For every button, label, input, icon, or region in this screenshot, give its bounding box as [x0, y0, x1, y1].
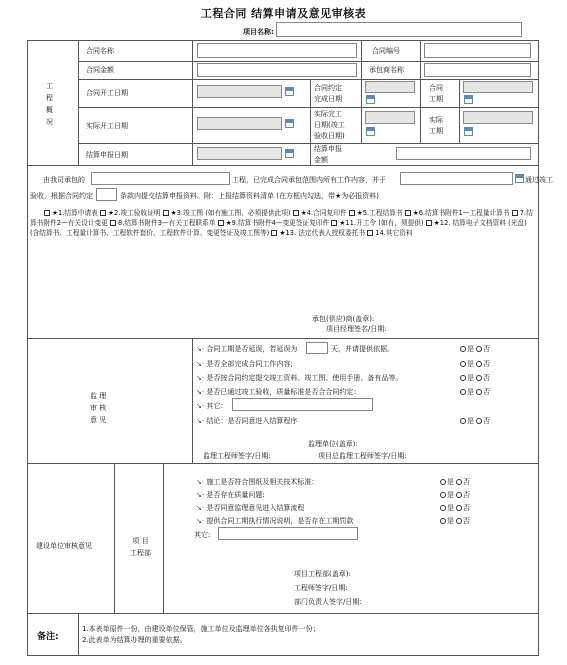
calendar-icon[interactable] [366, 127, 375, 136]
contract-period-input[interactable] [463, 81, 533, 93]
checkbox[interactable] [405, 210, 411, 216]
checkbox[interactable] [293, 210, 299, 216]
declaration-text-1: 由我司承包的 [43, 176, 85, 184]
actual-start-label: 实际开工日期 [86, 122, 128, 130]
yes-no-radio[interactable]: 是 否 [438, 517, 470, 525]
checkbox[interactable] [331, 220, 337, 226]
supervisor-sign-label: 监理工程师签字/日期: [203, 452, 271, 460]
project-name-label: 项目名称: [243, 28, 274, 36]
contract-start-label: 合同开工日期 [86, 89, 128, 97]
supervision-item-6: ↘· 结论：是否同意进入结算程序 [196, 417, 298, 425]
actual-start-input[interactable] [197, 117, 282, 130]
notes-label: 备注: [37, 632, 59, 642]
attachment-checklist: ★1.结算申请表 ★2.竣工验收证明 ★3.竣工图 (如有施工图，必须提供此项) ★4.合同复印件 ★5.工程结算书 ★6.结算书附件1—工程量计算书 7.结算书附件2—有关设计变更 8.结算书附件3—有关工程联系单 ★9.结算书附件4—变更签证复印件 ★11.开工令 (如有，须提供) ★12. 结算电子文档资料 (光盘) (含结算书、工程量计算书、工程软件套价、工程软件计算、变更签证及竣工图等) ★13. 法定代表人授权委托书 14.其它资料 [30, 209, 533, 237]
agreed-finish-input[interactable] [365, 81, 415, 93]
owner-item-1: ↘· 施工是否符合图纸及相关技术标准： [196, 478, 319, 486]
declaration-text-5: 条款内提交结算申报资料。附：上报结算资料清单 (在方框内勾选，带★为必报资料) [120, 192, 379, 200]
contract-start-input[interactable] [197, 85, 282, 98]
pm-sign-label: 项目经理签名/日期: [326, 325, 387, 333]
owner-section-label: 建设单位审核意见 [36, 542, 92, 550]
contract-name-input[interactable] [197, 43, 357, 58]
page-title: 工程合同 结算申请及意见审核表 [200, 7, 367, 20]
owner-item-2: ↘· 是否存在质量问题: [196, 491, 265, 499]
contract-amount-input[interactable] [197, 63, 357, 77]
clause-input[interactable] [96, 188, 117, 201]
yes-no-radio[interactable]: 是 否 [458, 388, 490, 396]
settle-date-input[interactable] [197, 147, 282, 160]
checkbox[interactable] [512, 210, 518, 216]
contractor-name-label: 承包商名称 [369, 66, 404, 74]
calendar-icon[interactable] [285, 119, 294, 128]
yes-no-radio[interactable]: 是 否 [458, 374, 490, 382]
calendar-icon[interactable] [464, 127, 473, 136]
owner-seal-label: 项目工程部(盖章): [294, 570, 351, 578]
actual-finish-label: 实际完工 日期(竣工 验收日期) [314, 110, 345, 140]
actual-period-input[interactable] [463, 111, 533, 124]
owner-other-input[interactable] [218, 527, 358, 540]
project-name-input[interactable] [276, 22, 522, 37]
yes-no-radio[interactable]: 是 否 [458, 345, 490, 353]
checkbox[interactable] [426, 220, 432, 226]
yes-no-radio[interactable]: 是 否 [438, 491, 470, 499]
contract-no-label: 合同编号 [372, 47, 400, 55]
declaration-text-3: 通过竣工 [525, 176, 553, 184]
supervision-other-input[interactable] [232, 398, 373, 411]
yes-no-radio[interactable]: 是 否 [458, 417, 490, 425]
yes-no-radio[interactable]: 是 否 [458, 360, 490, 368]
agreed-finish-label: 合同约定 完成日期 [314, 84, 342, 103]
supervision-item-4: ↘· 是否已通过竣工验收，质量标准是否合合同约定： [196, 388, 361, 396]
contractor-seal-label: 承包(供应)商(盖章): [312, 315, 375, 323]
owner-dept-label: 项 目 工程部 [130, 537, 151, 557]
dept-head-sign-label: 部门负责人签字/日期: [294, 598, 362, 606]
contract-amount-label: 合同金额 [86, 66, 114, 74]
settle-amount-input[interactable] [396, 147, 531, 160]
overview-section-label: 工 程 概 况 [46, 82, 53, 126]
declaration-text-2: 工程，已完成合同承包范围内所有工作内容，并于 [232, 176, 386, 184]
checkbox[interactable] [218, 220, 224, 226]
delay-suffix: 天，并请提供依据。 [331, 345, 394, 353]
project-input[interactable] [91, 172, 230, 185]
acceptance-date-input[interactable] [400, 172, 513, 185]
calendar-icon[interactable] [285, 87, 294, 96]
supervision-item-1: ↘· 合同工期是否延误，若延误为 [196, 345, 298, 353]
checkbox[interactable] [367, 230, 373, 236]
calendar-icon[interactable] [366, 95, 375, 104]
chief-supervisor-sign-label: 项目总监理工程师签字/日期: [318, 452, 407, 460]
owner-item-4: ↘· 提供合同工期执行情况说明，是否存在工期罚款 [196, 517, 354, 525]
owner-other-label: 其它: [194, 531, 211, 539]
calendar-icon[interactable] [464, 95, 473, 104]
yes-no-radio[interactable]: 是 否 [438, 504, 470, 512]
checkbox[interactable] [110, 220, 116, 226]
supervision-section-label: 监 理 审 核 意 见 [90, 392, 107, 424]
settle-date-label: 结算申报日期 [86, 151, 128, 159]
contract-no-input[interactable] [424, 43, 531, 58]
supervision-item-5: ↘· 其它： [196, 402, 228, 410]
note-line-2: 2.此表单为结算办理的重要依据。 [82, 636, 187, 644]
settle-amount-label: 结算申报 金额 [314, 145, 342, 164]
supervision-item-2: ↘· 是否全部完成合同工作内容; [196, 360, 293, 368]
delay-days-input[interactable] [306, 342, 328, 354]
checkbox[interactable] [271, 230, 277, 236]
checkbox[interactable] [349, 210, 355, 216]
contract-name-label: 合同名称 [86, 47, 114, 55]
note-line-1: 1.本表单原件一份，由建设单位保管，施工单位及监理单位各执复印件一份； [82, 625, 320, 633]
engineer-sign-label: 工程师签字/日期: [294, 584, 348, 592]
calendar-icon[interactable] [515, 174, 524, 183]
actual-finish-input[interactable] [365, 111, 415, 124]
checkbox[interactable] [163, 210, 169, 216]
contractor-name-input[interactable] [424, 63, 531, 77]
declaration-text-4: 验收，根据合同约定 [30, 192, 93, 200]
calendar-icon[interactable] [285, 149, 294, 158]
owner-item-3: ↘· 是否同意监理意见进入结算流程 [196, 504, 305, 512]
checkbox[interactable] [100, 210, 106, 216]
contract-period-label: 合同 工期 [429, 84, 443, 103]
checkbox[interactable] [44, 210, 50, 216]
actual-period-label: 实际 工期 [429, 116, 443, 135]
supervision-seal-label: 监理单位(盖章): [308, 440, 358, 448]
yes-no-radio[interactable]: 是 否 [438, 478, 470, 486]
supervision-item-3: ↘· 是否按合同约定提交竣工资料、竣工图、使用手册、备有品等。 [196, 374, 403, 382]
